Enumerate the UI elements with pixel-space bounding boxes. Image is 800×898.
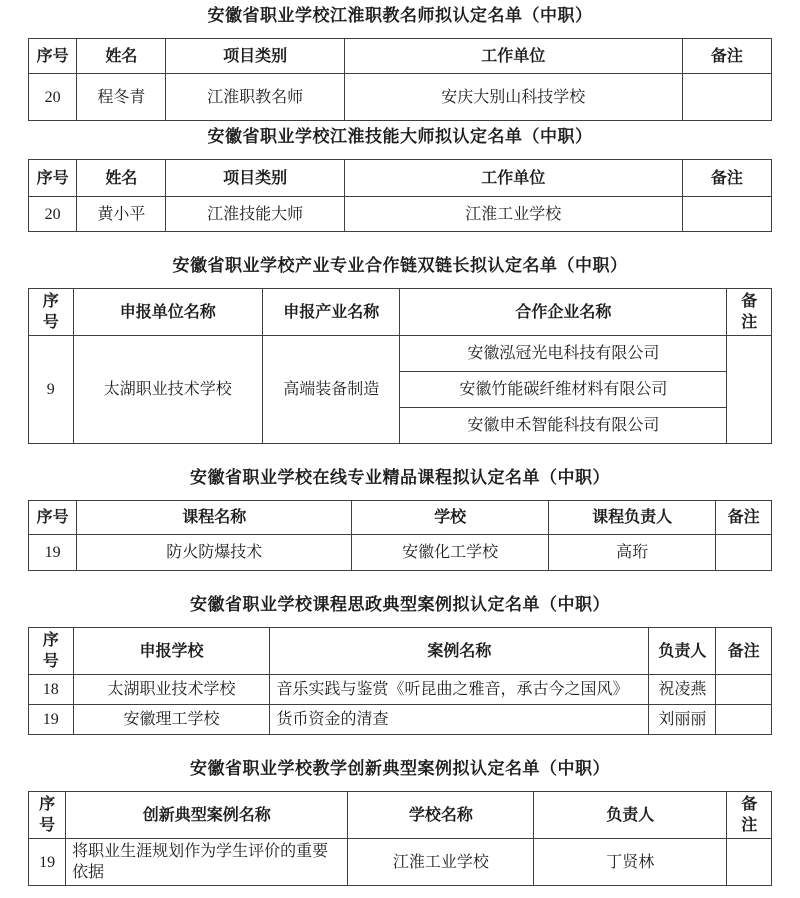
cell-industry: 高端装备制造: [263, 336, 400, 444]
header-category: 项目类别: [166, 160, 344, 197]
section-chuangxin-anli: [28, 759, 772, 886]
header-companies: 合作企业名称: [400, 289, 727, 336]
table-row: [29, 74, 772, 121]
header-seq: 序号: [29, 160, 77, 197]
table-row: [29, 535, 772, 571]
cell-seq: 20: [29, 197, 77, 232]
header-school: 学校: [352, 501, 549, 535]
header-school: 申报学校: [73, 628, 270, 675]
chuangxin-table: [28, 791, 772, 886]
cell-school: 江淮工业学校: [348, 839, 534, 886]
cell-company: 安徽泓冠光电科技有限公司: [400, 336, 727, 372]
section-shuanglian: [28, 256, 772, 444]
table-row: [29, 336, 772, 372]
header-note: 备注: [682, 39, 771, 74]
header-name: 姓名: [77, 160, 166, 197]
cell-note: [716, 535, 772, 571]
cell-note: [727, 839, 772, 886]
cell-leader: 刘丽丽: [649, 705, 716, 735]
cell-employer: 安庆大别山科技学校: [344, 74, 682, 121]
cell-name: 黄小平: [77, 197, 166, 232]
cell-note: [716, 705, 772, 735]
section-jianghuai-dashi: [28, 127, 772, 232]
cell-case: 音乐实践与鉴赏《听昆曲之雅音，承古今之国风》: [270, 675, 649, 705]
cell-note: [682, 197, 771, 232]
cell-seq: 9: [29, 336, 74, 444]
cell-school: 安徽化工学校: [352, 535, 549, 571]
header-note: 备注: [716, 501, 772, 535]
header-note: 备注: [727, 289, 772, 336]
document-page: [28, 0, 772, 886]
cell-note: [682, 74, 771, 121]
section-title: 安徽省职业学校产业专业合作链双链长拟认定名单（中职）: [172, 256, 628, 275]
cell-company: 安徽竹能碳纤维材料有限公司: [400, 372, 727, 408]
table-row: [29, 675, 772, 705]
section-title: 安徽省职业学校在线专业精品课程拟认定名单（中职）: [190, 468, 610, 487]
cell-leader: 高珩: [549, 535, 716, 571]
header-seq: 序号: [29, 289, 74, 336]
section-title: 安徽省职业学校教学创新典型案例拟认定名单（中职）: [190, 759, 610, 778]
cell-category: 江淮技能大师: [166, 197, 344, 232]
header-seq: 序号: [29, 501, 77, 535]
header-seq: 序号: [29, 628, 74, 675]
table-row: [29, 705, 772, 735]
cell-company: 安徽申禾智能科技有限公司: [400, 408, 727, 444]
cell-seq: 19: [29, 839, 66, 886]
cell-employer: 江淮工业学校: [344, 197, 682, 232]
header-note: 备注: [682, 160, 771, 197]
cell-unit: 太湖职业技术学校: [73, 336, 262, 444]
header-industry: 申报产业名称: [263, 289, 400, 336]
section-sizheng-anli: [28, 595, 772, 735]
mingshi-table: [28, 38, 772, 121]
cell-case: 货币资金的清查: [270, 705, 649, 735]
cell-seq: 19: [29, 705, 74, 735]
header-course: 课程名称: [77, 501, 352, 535]
section-jingpin-kecheng: [28, 468, 772, 571]
header-row: [29, 39, 772, 74]
cell-leader: 祝凌燕: [649, 675, 716, 705]
header-row: [29, 628, 772, 675]
header-unit: 申报单位名称: [73, 289, 262, 336]
header-seq: 序号: [29, 792, 66, 839]
cell-seq: 20: [29, 74, 77, 121]
section-title: 安徽省职业学校江淮职教名师拟认定名单（中职）: [207, 6, 593, 25]
section-jianghuai-mingshi: [28, 0, 772, 121]
header-employer: 工作单位: [344, 39, 682, 74]
jingpin-table: [28, 500, 772, 571]
header-name: 姓名: [77, 39, 166, 74]
header-note: 备注: [716, 628, 772, 675]
table-row: [29, 839, 772, 886]
header-note: 备注: [727, 792, 772, 839]
header-employer: 工作单位: [344, 160, 682, 197]
cell-school: 安徽理工学校: [73, 705, 270, 735]
dashi-table: [28, 159, 772, 232]
header-row: [29, 289, 772, 336]
section-title: 安徽省职业学校课程思政典型案例拟认定名单（中职）: [190, 595, 610, 614]
header-case: 创新典型案例名称: [66, 792, 348, 839]
cell-course: 防火防爆技术: [77, 535, 352, 571]
header-seq: 序号: [29, 39, 77, 74]
header-row: [29, 501, 772, 535]
header-leader: 负责人: [649, 628, 716, 675]
cell-seq: 19: [29, 535, 77, 571]
header-case: 案例名称: [270, 628, 649, 675]
sizheng-table: [28, 627, 772, 735]
cell-school: 太湖职业技术学校: [73, 675, 270, 705]
header-row: [29, 792, 772, 839]
table-row: [29, 197, 772, 232]
cell-leader: 丁贤林: [534, 839, 727, 886]
header-leader: 负责人: [534, 792, 727, 839]
header-row: [29, 160, 772, 197]
header-leader: 课程负责人: [549, 501, 716, 535]
cell-seq: 18: [29, 675, 74, 705]
header-category: 项目类别: [166, 39, 344, 74]
shuanglian-table: [28, 288, 772, 444]
header-school: 学校名称: [348, 792, 534, 839]
cell-name: 程冬青: [77, 74, 166, 121]
section-title: 安徽省职业学校江淮技能大师拟认定名单（中职）: [207, 127, 593, 146]
cell-category: 江淮职教名师: [166, 74, 344, 121]
cell-note: [716, 675, 772, 705]
cell-case: 将职业生涯规划作为学生评价的重要依据: [66, 839, 348, 886]
cell-note: [727, 336, 772, 444]
